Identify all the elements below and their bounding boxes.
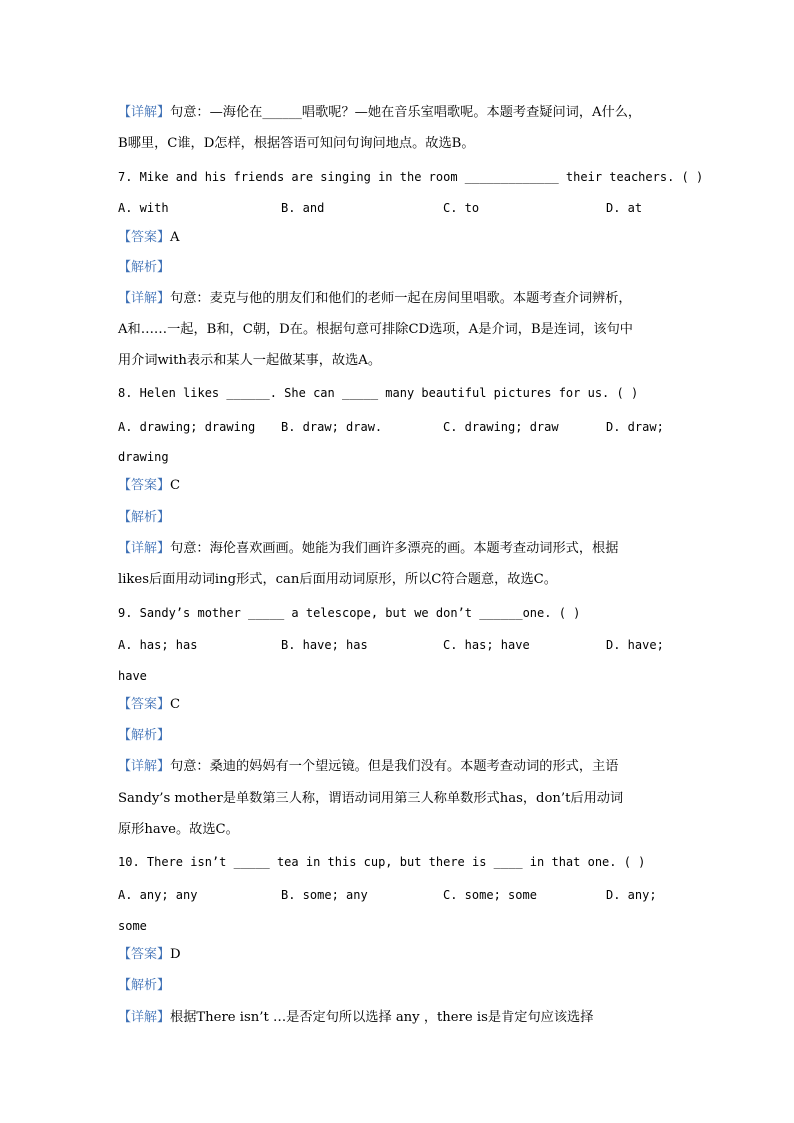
q8-option-c: C. drawing; draw	[443, 420, 559, 434]
q8-explain-line-1	[118, 539, 618, 559]
answer-value: A	[170, 230, 180, 245]
explain-text: 句意：—海伦在______唱歌呢？—她在音乐室唱歌呢。本题考查疑问词，A什么，	[170, 105, 642, 120]
q8-answer	[118, 476, 180, 496]
q6-explain-line-1	[118, 103, 641, 123]
answer-tag: 【答案】	[118, 230, 171, 245]
q9-option-c: C. has; have	[443, 638, 530, 652]
explain-tag: 【详解】	[118, 105, 171, 120]
q7-analysis	[118, 258, 170, 278]
explain-text: 根据There isn’t …是否定句所以选择 any ，there is是肯定句应该选择	[170, 1010, 594, 1025]
q10-answer	[118, 945, 181, 965]
analysis-tag: 【解析】	[118, 260, 171, 275]
q10-option-c: C. some; some	[443, 888, 537, 902]
answer-tag: 【答案】	[118, 947, 171, 962]
answer-tag: 【答案】	[118, 697, 171, 712]
q7-explain-line-1	[118, 289, 632, 309]
q7-option-b: B. and	[281, 201, 325, 215]
answer-value: C	[170, 478, 181, 493]
analysis-tag: 【解析】	[118, 728, 171, 743]
q10-analysis	[118, 976, 170, 996]
q7-option-a: A. with	[118, 201, 169, 215]
analysis-tag: 【解析】	[118, 510, 171, 525]
explain-text: 句意：海伦喜欢画画。她能为我们画许多漂亮的画。本题考查动词形式，根据	[170, 541, 619, 556]
q10-option-d: D. any;	[606, 888, 657, 902]
q9-option-b: B. have; has	[281, 638, 368, 652]
q9-option-d-continued: have	[118, 669, 147, 683]
explain-tag: 【详解】	[118, 1010, 171, 1025]
q10-option-b: B. some; any	[281, 888, 368, 902]
explain-tag: 【详解】	[118, 541, 171, 556]
q7-option-c: C. to	[443, 201, 480, 215]
q9-answer	[118, 695, 180, 715]
q7-option-d: D. at	[606, 201, 643, 215]
q8-analysis	[118, 508, 170, 528]
q7-answer	[118, 228, 180, 248]
q9-stem: 9. Sandy’s mother _____ a telescope, but we don’t ______one. ( )	[118, 606, 581, 620]
q10-option-a: A. any; any	[118, 888, 198, 902]
answer-value: C	[170, 697, 181, 712]
q8-option-d: D. draw;	[606, 420, 664, 434]
q10-stem: 10. There isn’t _____ tea in this cup, but there is ____ in that one. ( )	[118, 855, 646, 869]
q7-explain-line-2: A和……一起，B和，C朝，D在。根据句意可排除CD选项，A是介词，B是连词，该句中	[118, 322, 633, 337]
q9-analysis	[118, 726, 170, 746]
q8-stem: 8. Helen likes ______. She can _____ many beautiful pictures for us. ( )	[118, 386, 639, 400]
q9-option-a: A. has; has	[118, 638, 198, 652]
analysis-tag: 【解析】	[118, 978, 171, 993]
explain-tag: 【详解】	[118, 759, 171, 774]
explain-text: 句意：桑迪的妈妈有一个望远镜。但是我们没有。本题考查动词的形式，主语	[170, 759, 619, 774]
q8-explain-line-2: likes后面用动词ing形式，can后面用动词原形，所以C符合题意，故选C。	[118, 572, 557, 587]
q6-explain-line-2: B哪里，C谁，D怎样，根据答语可知问句询问地点。故选B。	[118, 136, 475, 151]
q7-stem: 7. Mike and his friends are singing in the room _____________ their teachers. ( )	[118, 170, 704, 184]
q9-option-d: D. have;	[606, 638, 664, 652]
q10-option-d-continued: some	[118, 919, 147, 933]
explain-tag: 【详解】	[118, 291, 171, 306]
q9-explain-line-3: 原形have。故选C。	[118, 822, 239, 837]
q9-explain-line-2: Sandy’s mother是单数第三人称，谓语动词用第三人称单数形式has，don’t后用动词	[118, 791, 624, 806]
explain-text: 句意：麦克与他的朋友们和他们的老师一起在房间里唱歌。本题考查介词辨析，	[170, 291, 632, 306]
q7-explain-line-3: 用介词with表示和某人一起做某事，故选A。	[118, 353, 382, 368]
answer-tag: 【答案】	[118, 478, 171, 493]
q8-option-d-continued: drawing	[118, 450, 169, 464]
q9-explain-line-1	[118, 757, 618, 777]
q8-option-b: B. draw; draw.	[281, 420, 383, 434]
answer-value: D	[170, 947, 181, 962]
q10-explain-line-1	[118, 1008, 593, 1028]
q8-option-a: A. drawing; drawing	[118, 420, 256, 434]
